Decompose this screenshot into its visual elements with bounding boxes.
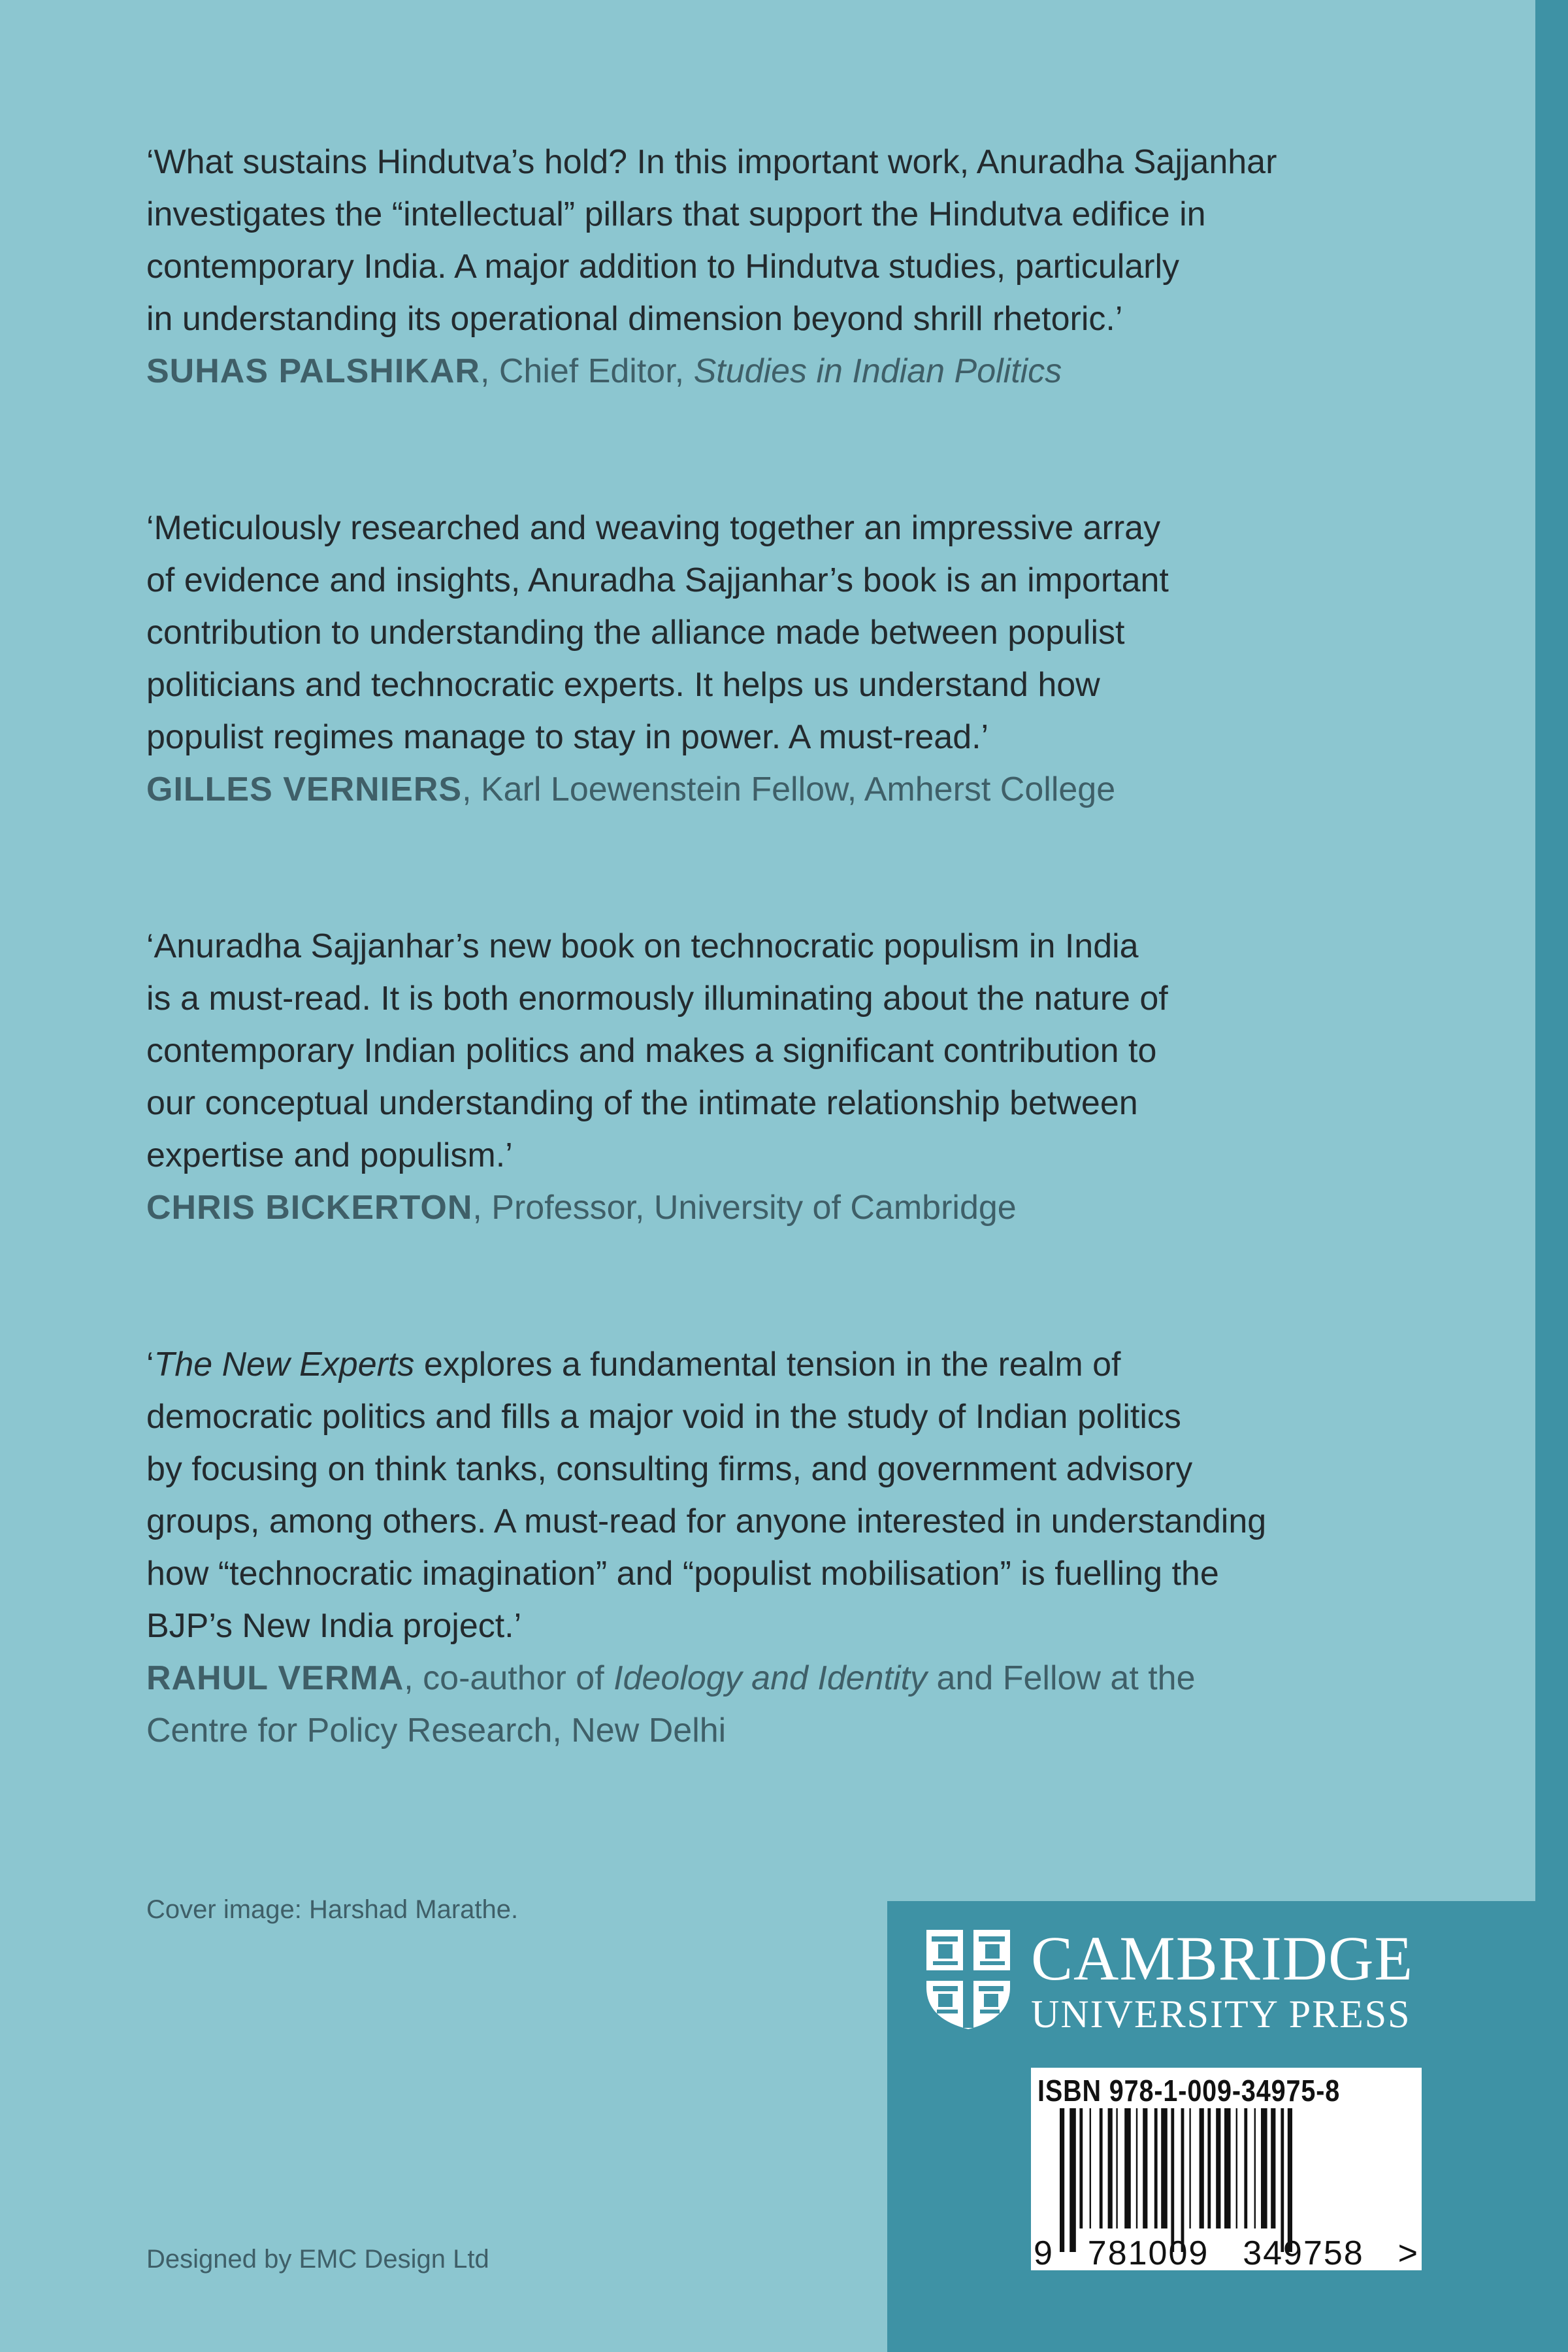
endorsement-quote [146,920,1362,1182]
quote-line: investigates the “intellectual” pillars that support the Hindutva edifice in [146,195,1206,233]
barcode-bar [1271,2108,1275,2228]
barcode-bar [1100,2108,1103,2228]
quote-line: populist regimes manage to stay in power. A must-read.’ [146,718,989,756]
cover-image-credit: Cover image: Harshad Marathe. [146,1895,519,1924]
barcode-bar [1070,2108,1076,2252]
endorser-role: Centre for Policy Research, New Delhi [146,1712,727,1749]
barcode-bar [1171,2108,1174,2252]
endorser-name: CHRIS BICKERTON [146,1189,473,1227]
barcode-bar [1261,2108,1267,2228]
barcode-lead-digit: 9 [1034,2234,1054,2272]
barcode-bar [1090,2108,1091,2228]
quote-line: ‘Anuradha Sajjanhar’s new book on technocratic populism in India [146,927,1139,965]
endorser-role: and Fellow at the [927,1659,1196,1697]
endorser-name: GILLES VERNIERS [146,770,463,808]
barcode-digits [1034,2234,1419,2273]
endorser-role: , Professor, University of Cambridge [472,1189,1017,1227]
quote-line: democratic politics and fills a major void in the study of Indian politics [146,1398,1181,1436]
endorser-role: , Chief Editor, [480,352,694,390]
isbn-label: ISBN 978-1-009-34975-8 [1037,2074,1341,2108]
publisher-name-line1: CAMBRIDGE [1031,1923,1414,1993]
quote-line: ‘What sustains Hindutva’s hold? In this important work, Anuradha Sajjanhar [146,143,1277,181]
barcode-bar [1207,2108,1211,2228]
quote-line: contemporary India. A major addition to Hindutva studies, particularly [146,248,1180,286]
quote-line: BJP’s New India project.’ [146,1607,522,1645]
quote-line: contemporary Indian politics and makes a significant contribution to [146,1032,1157,1070]
barcode-bar [1060,2108,1064,2252]
endorsement-quote [146,1338,1362,1652]
quote-line: is a must-read. It is both enormously illuminating about the nature of [146,980,1168,1018]
barcode-bar [1079,2108,1083,2228]
quote-line: of evidence and insights, Anuradha Sajjanhar’s book is an important [146,561,1169,599]
quote-line: by focusing on think tanks, consulting firms, and government advisory [146,1450,1193,1488]
barcode-bar [1244,2108,1247,2228]
cambridge-shield-icon [924,1927,1013,2032]
spine-strip [1535,0,1568,2352]
endorsement-attribution [146,1652,1362,1757]
barcode-bar [1288,2108,1292,2252]
endorsement-1 [146,136,1362,397]
endorser-role: , Karl Loewenstein Fellow, Amherst College [462,770,1116,808]
endorsement-4 [146,1338,1362,1757]
quote-line: politicians and technocratic experts. It helps us understand how [146,666,1100,704]
barcode-end-mark: > [1397,2234,1419,2272]
endorsement-attribution [146,763,1362,816]
quote-line: explores a fundamental tension in the realm of [414,1346,1121,1383]
publisher-name [1031,1923,1414,2037]
quote-line: in understanding its operational dimension beyond shrill rhetoric.’ [146,300,1123,338]
barcode-bar [1236,2108,1237,2228]
endorsement-2 [146,502,1362,816]
endorsement-attribution [146,345,1362,397]
barcode-bar [1124,2108,1131,2228]
endorsement-quote [146,502,1362,763]
book-title: The New Experts [154,1346,415,1383]
barcode-digit-group: 349758 [1243,2234,1364,2272]
publisher-panel [887,1901,1535,2352]
endorsement-attribution [146,1182,1362,1234]
publisher-name-line2: UNIVERSITY PRESS [1031,1993,1411,2036]
endorser-name: SUHAS PALSHIKAR [146,352,480,390]
barcode-bar [1181,2108,1184,2252]
endorser-role-title: Studies in Indian Politics [693,352,1062,390]
barcode-bar [1189,2108,1190,2228]
quote-line: ‘Meticulously researched and weaving together an impressive array [146,509,1161,547]
barcode-bar [1254,2108,1256,2228]
barcode-bar [1143,2108,1147,2228]
barcode-bar [1224,2108,1231,2228]
barcode-bar [1108,2108,1113,2228]
barcode-bar [1136,2108,1137,2228]
barcode-bar [1161,2108,1168,2228]
quote-open-mark: ‘ [146,1346,154,1383]
quote-line: how “technocratic imagination” and “populist mobilisation” is fuelling the [146,1555,1219,1593]
endorsement-3 [146,920,1362,1234]
quote-line: our conceptual understanding of the intimate relationship between [146,1084,1138,1122]
endorsements [146,136,1362,1861]
quote-line: groups, among others. A must-read for anyone interested in understanding [146,1502,1267,1540]
isbn-barcode [1031,2068,1422,2270]
quote-line: contribution to understanding the alliance made between populist [146,614,1125,652]
design-credit: Designed by EMC Design Ltd [146,2245,489,2274]
barcode-bar [1216,2108,1220,2228]
endorser-name: RAHUL VERMA [146,1659,404,1697]
endorser-role: , co-author of [404,1659,614,1697]
endorser-book-title: Ideology and Identity [613,1659,928,1697]
barcode-bar [1281,2108,1284,2252]
endorsement-quote [146,136,1362,345]
barcode-bar [1116,2108,1117,2228]
barcode-bar [1154,2108,1158,2228]
quote-line: expertise and populism.’ [146,1136,513,1174]
barcode-digit-group: 781009 [1087,2234,1209,2272]
barcode-bar [1200,2108,1204,2228]
